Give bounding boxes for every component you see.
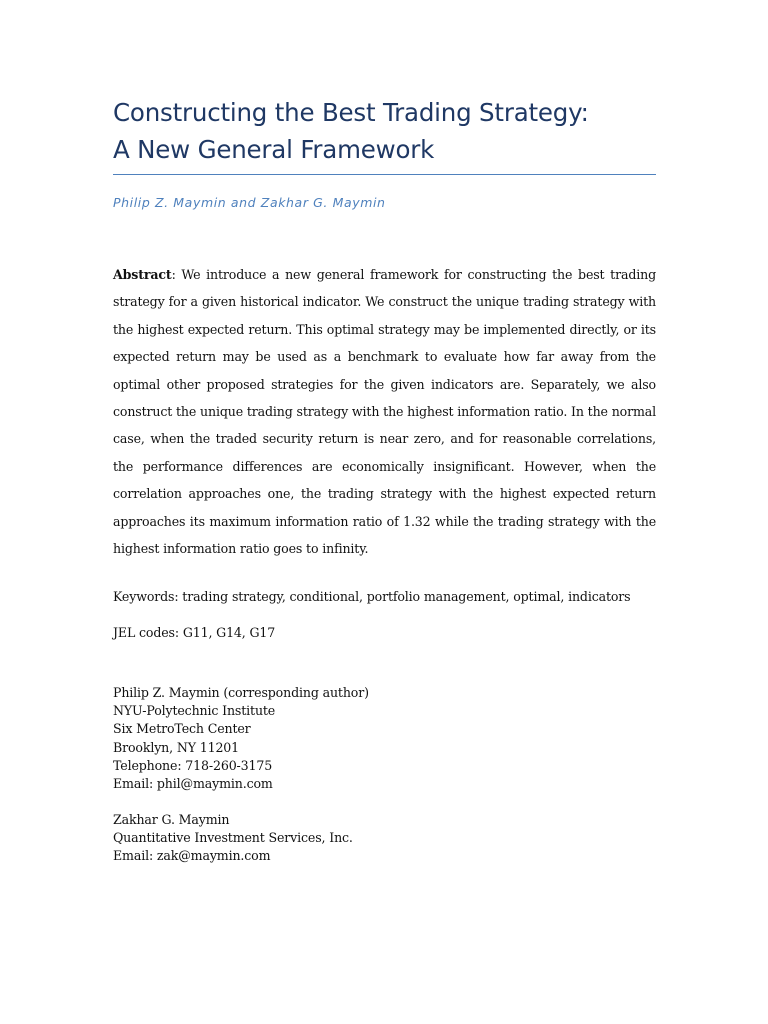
contact-name: Zakhar G. Maymin xyxy=(113,812,230,827)
title-line-2: A New General Framework xyxy=(113,135,435,164)
contact-block-2 xyxy=(113,811,353,866)
contact-block-1 xyxy=(113,684,369,793)
title-divider xyxy=(113,174,656,175)
paper-title xyxy=(113,94,656,168)
contact-telephone: Telephone: 718-260-3175 xyxy=(113,757,273,773)
abstract-text: : We introduce a new general framework for constructing the best trading strategy for a given historical indicator. We construct the unique trading strategy with the highest expected return. This optimal strategy may be implemented directly, or its expected return may be used as a benchmark to evaluate how far away from the optimal other proposed strategies for the given indicators are. Separately, we also construct the unique trading strategy with the highest information ratio. In the normal case, when the traded security return is near zero, and for reasonable correlations, the performance differences are economically insignificant. However, when the correlation approaches one, the trading strategy with the highest expected return approaches its maximum information ratio of 1.32 while the trading strategy with the highest information ratio goes to infinity. xyxy=(113,267,657,557)
abstract-label: Abstract xyxy=(113,267,172,282)
contact-affiliation: Quantitative Investment Services, Inc. xyxy=(113,830,353,846)
contact-email: Email: phil@maymin.com xyxy=(113,776,273,792)
contact-address-street: Six MetroTech Center xyxy=(113,721,251,737)
keywords-line: Keywords: trading strategy, conditional, portfolio management, optimal, indicators xyxy=(113,589,631,604)
abstract-paragraph xyxy=(113,261,656,562)
title-line-1: Constructing the Best Trading Strategy: xyxy=(113,98,589,127)
jel-codes-line: JEL codes: G11, G14, G17 xyxy=(113,625,276,640)
contact-affiliation: NYU-Polytechnic Institute xyxy=(113,703,276,719)
contact-name: Philip Z. Maymin (corresponding author) xyxy=(113,685,369,700)
contact-email: Email: zak@maymin.com xyxy=(113,848,271,864)
author-names: Philip Z. Maymin and Zakhar G. Maymin xyxy=(113,195,386,210)
contact-address-city: Brooklyn, NY 11201 xyxy=(113,739,240,755)
